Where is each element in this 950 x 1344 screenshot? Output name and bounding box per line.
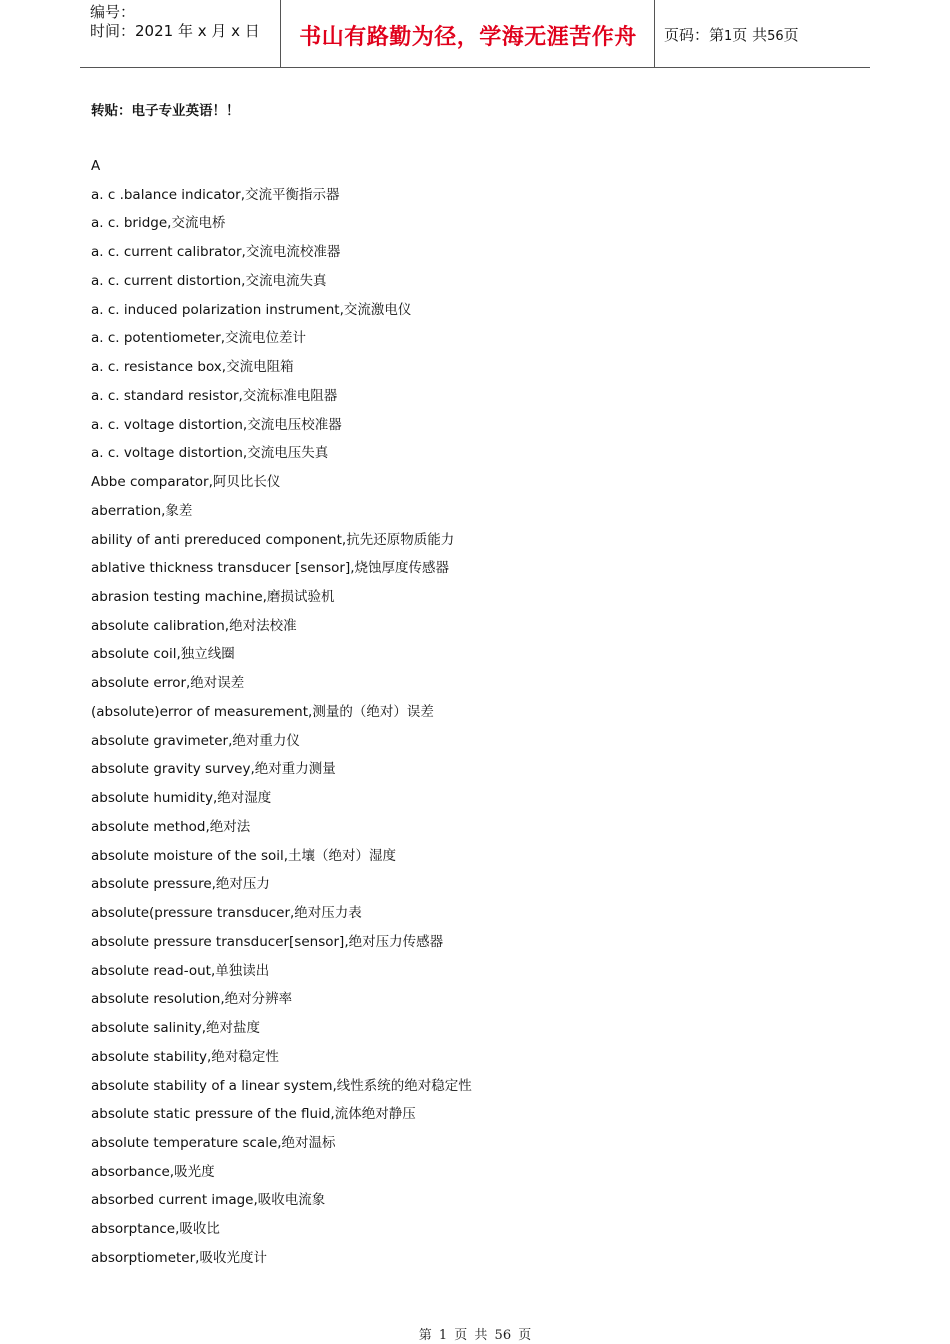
glossary-entry: absolute salinity,绝对盐度 [91,1020,261,1037]
glossary-entry: absorptiometer,吸收光度计 [91,1249,267,1266]
page-header [80,0,870,68]
glossary-list [91,152,472,1273]
glossary-entry: absolute gravimeter,绝对重力仪 [91,732,300,749]
header-page-cell [655,0,870,68]
glossary-entry: a. c. resistance box,交流电阻箱 [91,359,294,376]
page-number-info [664,24,799,45]
glossary-entry: ability of anti prereduced component,抗先还原物质能力 [91,531,455,548]
glossary-entry: A [91,158,101,174]
glossary-entry: absolute resolution,绝对分辨率 [91,991,293,1008]
motto: 书山有路勤为径，学海无涯苦作舟 [299,24,637,50]
glossary-entry: absolute gravity survey,绝对重力测量 [91,761,336,778]
glossary-entry: absolute coil,独立线圈 [91,646,235,663]
glossary-entry: absorbance,吸光度 [91,1163,215,1180]
glossary-entry: a. c. standard resistor,交流标准电阻器 [91,387,338,404]
glossary-entry: absolute pressure transducer[sensor],绝对压力传感器 [91,933,444,950]
glossary-entry: a. c. potentiometer,交流电位差计 [91,330,307,347]
glossary-entry: absolute stability,绝对稳定性 [91,1048,279,1065]
time-label: 时间：2021 年 x 月 x 日 [90,22,260,40]
glossary-entry: absolute method,绝对法 [91,818,251,835]
glossary-entry: a. c. voltage distortion,交流电压校准器 [91,416,342,433]
glossary-entry: absolute read-out,单独读出 [91,962,270,979]
article-title: 转贴：电子专业英语！！ [91,103,240,119]
glossary-entry: absorptance,吸收比 [91,1221,220,1238]
glossary-entry: a. c. bridge,交流电桥 [91,215,226,232]
glossary-entry: absolute static pressure of the fluid,流体绝对静压 [91,1106,416,1123]
page-prefix: 页码：第 [664,26,725,44]
glossary-entry: a. c. voltage distortion,交流电压失真 [91,445,329,462]
glossary-entry: absolute humidity,绝对湿度 [91,790,272,807]
glossary-entry: ablative thickness transducer [sensor],烧蚀厚度传感器 [91,560,450,577]
glossary-entry: absolute error,绝对误差 [91,675,245,692]
glossary-entry: aberration,象差 [91,502,193,519]
glossary-entry: a. c. current calibrator,交流电流校准器 [91,244,341,261]
page-total: 56 [767,29,784,44]
page-footer: 第 1 页 共 56 页 [418,1328,532,1343]
glossary-entry: (absolute)error of measurement,测量的（绝对）误差 [91,703,434,720]
glossary-entry: absolute(pressure transducer,绝对压力表 [91,905,362,922]
page-current: 1 [724,29,733,44]
glossary-entry: absolute temperature scale,绝对温标 [91,1134,336,1151]
glossary-entry: absolute pressure,绝对压力 [91,876,270,893]
page-suffix: 页 [783,26,799,44]
page-mid: 页 共 [732,26,768,44]
glossary-entry: Abbe comparator,阿贝比长仪 [91,474,281,491]
glossary-entry: absorbed current image,吸收电流象 [91,1192,326,1209]
glossary-entry: absolute moisture of the soil,土壤（绝对）湿度 [91,847,397,864]
glossary-entry: a. c. current distortion,交流电流失真 [91,272,327,289]
glossary-entry: a. c .balance indicator,交流平衡指示器 [91,186,340,203]
header-meta-cell [80,0,281,68]
serial-label: 编号： [90,3,136,21]
header-motto-cell [281,0,655,68]
glossary-entry: a. c. induced polarization instrument,交流激电仪 [91,301,412,318]
glossary-entry: absolute calibration,绝对法校准 [91,617,297,634]
glossary-entry: abrasion testing machine,磨损试验机 [91,589,335,606]
glossary-entry: absolute stability of a linear system,线性系统的绝对稳定性 [91,1077,472,1094]
